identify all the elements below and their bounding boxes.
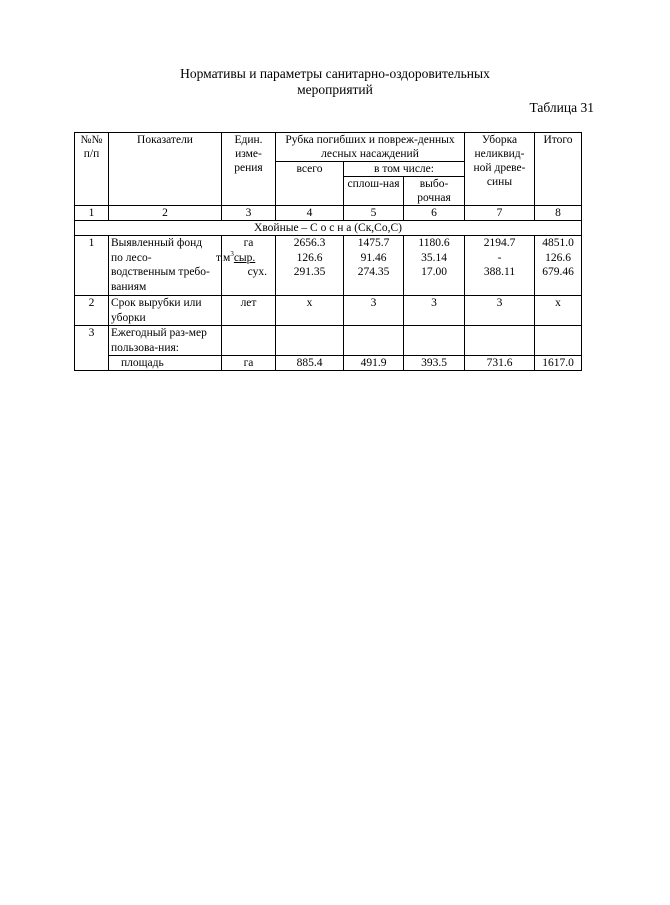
header-unit: Един. изме-рения (222, 133, 276, 206)
table-row (75, 296, 582, 326)
row-number: 2 (75, 296, 109, 326)
cell-total: 2656.3 126.6 291.35 (276, 236, 344, 296)
label-line: водственным требо- (111, 266, 210, 278)
document-title (0, 66, 670, 98)
row-label (109, 236, 222, 296)
cell-cleanup: 2194.7 - 388.11 (465, 236, 535, 296)
col-number: 6 (404, 206, 465, 221)
col-number: 4 (276, 206, 344, 221)
title-line-1: Нормативы и параметры санитарно-оздоровительных (180, 66, 490, 81)
section-title: Хвойные – С о с н а (Ск,Со,С) (75, 221, 582, 236)
header-clear-felling: сплош-ная (344, 177, 404, 206)
table-number: Таблица 31 (529, 100, 594, 115)
cell-selective: 1180.6 35.14 17.00 (404, 236, 465, 296)
table-row (75, 356, 582, 371)
cell-itogo: х (535, 296, 582, 326)
row-unit: лет (222, 296, 276, 326)
col-number: 8 (535, 206, 582, 221)
column-numbers-row (75, 206, 582, 221)
cell-itogo: 4851.0 126.6 679.46 (535, 236, 582, 296)
norms-table (74, 132, 582, 371)
row-label: Ежегодный раз-мер пользова-ния: (109, 326, 222, 356)
col-number: 3 (222, 206, 276, 221)
cell-clear: 491.9 (344, 356, 404, 371)
empty-cell (344, 326, 404, 356)
cell-clear: 3 (344, 296, 404, 326)
unit-ha: га (243, 237, 254, 249)
cell-selective: 393.5 (404, 356, 465, 371)
label-line: Выявленный фонд (111, 237, 203, 249)
header-no: №№ п/п (75, 133, 109, 206)
header-cleanup: Уборка неликвид-ной древе-сины (465, 133, 535, 206)
row-number: 3 (75, 326, 109, 356)
label-line: по лесо- (111, 251, 152, 264)
empty-cell (404, 326, 465, 356)
header-felling: Рубка погибших и повреж-денных лесных насаждений (276, 133, 465, 162)
table-row (75, 326, 582, 356)
cell-itogo: 1617.0 (535, 356, 582, 371)
header-including: в том числе: (344, 162, 465, 177)
col-number: 5 (344, 206, 404, 221)
empty-cell (535, 326, 582, 356)
empty-cell (465, 326, 535, 356)
col-number: 2 (109, 206, 222, 221)
empty-cell (75, 356, 109, 371)
col-number: 1 (75, 206, 109, 221)
row-label: Срок вырубки или уборки (109, 296, 222, 326)
table-row (75, 236, 582, 296)
row-number: 1 (75, 236, 109, 296)
header-felling-total: всего (276, 162, 344, 206)
label-line: ваниям (111, 280, 147, 293)
row-label: площадь (109, 356, 222, 371)
header-itogo: Итого (535, 133, 582, 206)
cell-cleanup: 731.6 (465, 356, 535, 371)
cell-selective: 3 (404, 296, 465, 326)
col-number: 7 (465, 206, 535, 221)
cell-clear: 1475.7 91.46 274.35 (344, 236, 404, 296)
empty-cell (276, 326, 344, 356)
title-line-2: мероприятий (297, 82, 373, 97)
header-indicator: Показатели (109, 133, 222, 206)
cell-total: х (276, 296, 344, 326)
empty-cell (222, 326, 276, 356)
unit-dry: сух. (247, 266, 267, 278)
row-unit: га (222, 356, 276, 371)
cell-total: 885.4 (276, 356, 344, 371)
row-unit (216, 236, 276, 296)
header-selective-felling: выбо-рочная (404, 177, 465, 206)
unit-cubic: $т.м^3сыр$. (216, 249, 256, 264)
cell-cleanup: 3 (465, 296, 535, 326)
